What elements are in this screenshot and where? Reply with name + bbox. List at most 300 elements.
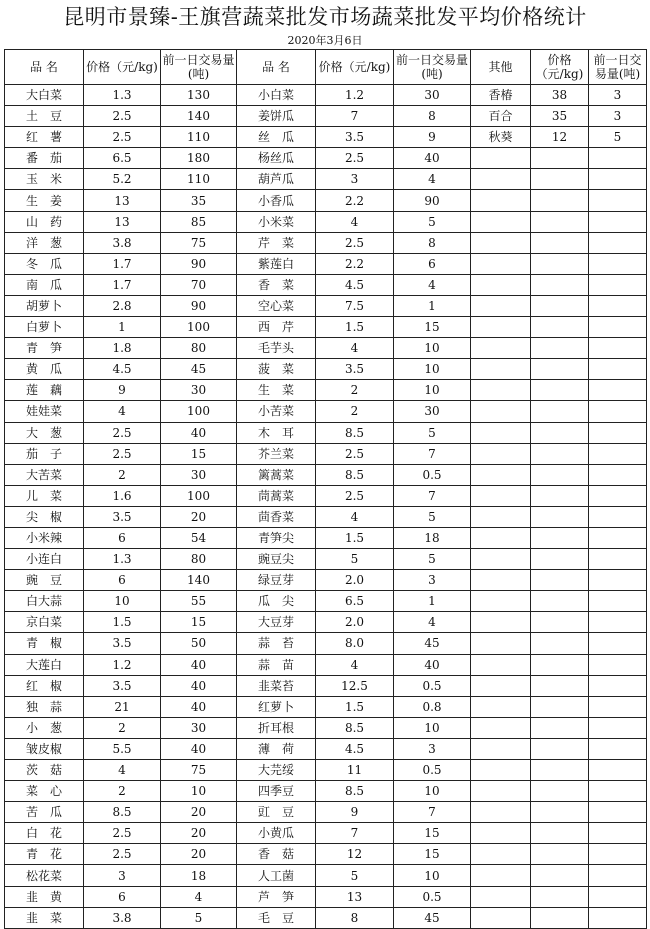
- table-row: [5, 464, 647, 485]
- price-cell: 2.5: [84, 127, 161, 148]
- volume-cell: 80: [161, 549, 237, 570]
- volume-cell: 40: [161, 654, 237, 675]
- volume-cell: 90: [161, 295, 237, 316]
- volume-cell: 140: [161, 570, 237, 591]
- table-body: [5, 85, 647, 929]
- price-cell: 1.5: [316, 696, 394, 717]
- price-cell: 4: [84, 401, 161, 422]
- table-row: [5, 591, 647, 612]
- price-cell: 9: [316, 802, 394, 823]
- item-name-cell: 芦 笋: [237, 886, 316, 907]
- item-name-cell: 紫莲白: [237, 253, 316, 274]
- item-name-cell: 南 瓜: [5, 274, 84, 295]
- table-row: [5, 717, 647, 738]
- item-name-cell: 青 笋: [5, 338, 84, 359]
- price-cell: [531, 802, 589, 823]
- item-name-cell: 豌 豆: [5, 570, 84, 591]
- price-cell: [531, 781, 589, 802]
- price-cell: 5: [316, 865, 394, 886]
- price-cell: 4.5: [316, 274, 394, 295]
- volume-cell: [589, 549, 647, 570]
- price-cell: 12: [316, 844, 394, 865]
- item-name-cell: 瓜 尖: [237, 591, 316, 612]
- item-name-cell: 毛芋头: [237, 338, 316, 359]
- item-name-cell: 小连白: [5, 549, 84, 570]
- volume-cell: [589, 338, 647, 359]
- volume-cell: 70: [161, 274, 237, 295]
- volume-cell: 5: [394, 422, 471, 443]
- volume-cell: [589, 274, 647, 295]
- price-cell: 8.0: [316, 633, 394, 654]
- table-row: [5, 506, 647, 527]
- price-cell: 5.2: [84, 169, 161, 190]
- volume-cell: 30: [161, 717, 237, 738]
- item-name-cell: [471, 675, 531, 696]
- item-name-cell: [471, 570, 531, 591]
- price-cell: [531, 696, 589, 717]
- price-cell: 2.5: [84, 844, 161, 865]
- price-cell: 5: [316, 549, 394, 570]
- table-row: [5, 148, 647, 169]
- item-name-cell: [471, 380, 531, 401]
- price-cell: 1.2: [84, 654, 161, 675]
- volume-cell: [589, 823, 647, 844]
- item-name-cell: [471, 844, 531, 865]
- price-cell: 7: [316, 106, 394, 127]
- volume-cell: 9: [394, 127, 471, 148]
- price-cell: [531, 359, 589, 380]
- price-cell: 9: [84, 380, 161, 401]
- item-name-cell: [471, 359, 531, 380]
- volume-cell: [589, 612, 647, 633]
- item-name-cell: 青笋尖: [237, 527, 316, 548]
- item-name-cell: 胡萝卜: [5, 295, 84, 316]
- price-cell: 7.5: [316, 295, 394, 316]
- item-name-cell: 蒜 苔: [237, 633, 316, 654]
- price-cell: 2: [84, 464, 161, 485]
- item-name-cell: [471, 253, 531, 274]
- volume-cell: [589, 675, 647, 696]
- volume-cell: [589, 760, 647, 781]
- price-cell: 8.5: [316, 464, 394, 485]
- price-cell: 1.3: [84, 549, 161, 570]
- page-title: 昆明市景臻-王旗营蔬菜批发市场蔬菜批发平均价格统计: [63, 5, 587, 29]
- price-cell: [531, 823, 589, 844]
- item-name-cell: 折耳根: [237, 717, 316, 738]
- table-row: [5, 886, 647, 907]
- volume-cell: [589, 401, 647, 422]
- price-cell: [531, 527, 589, 548]
- volume-cell: 1: [394, 295, 471, 316]
- item-name-cell: [471, 612, 531, 633]
- volume-cell: 100: [161, 401, 237, 422]
- volume-cell: [589, 570, 647, 591]
- price-cell: 2.2: [316, 190, 394, 211]
- table-row: [5, 85, 647, 106]
- price-cell: 2.2: [316, 253, 394, 274]
- price-cell: [531, 422, 589, 443]
- item-name-cell: [471, 317, 531, 338]
- table-row: [5, 802, 647, 823]
- item-name-cell: [471, 295, 531, 316]
- item-name-cell: 绿豆芽: [237, 570, 316, 591]
- table-row: [5, 317, 647, 338]
- table-row: [5, 359, 647, 380]
- table-row: [5, 612, 647, 633]
- volume-cell: 0.5: [394, 760, 471, 781]
- table-row: [5, 274, 647, 295]
- volume-cell: 100: [161, 317, 237, 338]
- col-header-name: 品 名: [5, 50, 84, 85]
- price-cell: 2.5: [316, 232, 394, 253]
- table-row: [5, 865, 647, 886]
- volume-cell: 40: [394, 654, 471, 675]
- price-cell: 35: [531, 106, 589, 127]
- volume-cell: 4: [394, 169, 471, 190]
- item-name-cell: [471, 823, 531, 844]
- volume-cell: [589, 317, 647, 338]
- price-cell: [531, 886, 589, 907]
- item-name-cell: 茄 子: [5, 443, 84, 464]
- volume-cell: 15: [394, 317, 471, 338]
- volume-cell: 50: [161, 633, 237, 654]
- price-cell: [531, 211, 589, 232]
- col-header-price: 价格（元/kg): [84, 50, 161, 85]
- item-name-cell: 丝 瓜: [237, 127, 316, 148]
- volume-cell: [589, 633, 647, 654]
- volume-cell: 1: [394, 591, 471, 612]
- item-name-cell: 莲 藕: [5, 380, 84, 401]
- item-name-cell: 秋葵: [471, 127, 531, 148]
- item-name-cell: 山 药: [5, 211, 84, 232]
- table-row: [5, 422, 647, 443]
- price-cell: [531, 760, 589, 781]
- price-cell: 13: [84, 190, 161, 211]
- item-name-cell: [471, 274, 531, 295]
- price-cell: 8: [316, 907, 394, 928]
- price-cell: [531, 865, 589, 886]
- item-name-cell: 姜饼瓜: [237, 106, 316, 127]
- table-row: [5, 907, 647, 928]
- price-cell: [531, 570, 589, 591]
- volume-cell: 6: [394, 253, 471, 274]
- volume-cell: [589, 696, 647, 717]
- item-name-cell: [471, 338, 531, 359]
- volume-cell: [589, 654, 647, 675]
- price-cell: 2.5: [84, 443, 161, 464]
- price-cell: 21: [84, 696, 161, 717]
- volume-cell: [589, 464, 647, 485]
- volume-cell: 40: [161, 696, 237, 717]
- volume-cell: 18: [161, 865, 237, 886]
- volume-cell: [589, 295, 647, 316]
- price-cell: [531, 549, 589, 570]
- volume-cell: 10: [394, 865, 471, 886]
- volume-cell: 4: [394, 612, 471, 633]
- price-cell: 8.5: [316, 781, 394, 802]
- price-cell: 6: [84, 886, 161, 907]
- item-name-cell: 皱皮椒: [5, 738, 84, 759]
- table-row: [5, 696, 647, 717]
- volume-cell: [589, 907, 647, 928]
- volume-cell: 7: [394, 443, 471, 464]
- item-name-cell: 白 花: [5, 823, 84, 844]
- price-cell: 2: [316, 401, 394, 422]
- col-header-price: 价格（元/kg): [531, 50, 589, 85]
- item-name-cell: [471, 781, 531, 802]
- volume-cell: 40: [161, 675, 237, 696]
- volume-cell: 0.5: [394, 675, 471, 696]
- price-cell: [531, 844, 589, 865]
- item-name-cell: 西 芹: [237, 317, 316, 338]
- item-name-cell: [471, 232, 531, 253]
- item-name-cell: 菠 菜: [237, 359, 316, 380]
- table-row: [5, 549, 647, 570]
- price-cell: 4: [316, 211, 394, 232]
- price-cell: 4: [84, 760, 161, 781]
- volume-cell: [589, 506, 647, 527]
- volume-cell: [589, 802, 647, 823]
- table-row: [5, 190, 647, 211]
- volume-cell: [589, 422, 647, 443]
- price-cell: [531, 675, 589, 696]
- item-name-cell: 人工菌: [237, 865, 316, 886]
- volume-cell: 3: [589, 85, 647, 106]
- item-name-cell: 木 耳: [237, 422, 316, 443]
- item-name-cell: [471, 654, 531, 675]
- price-cell: [531, 232, 589, 253]
- item-name-cell: 豌豆尖: [237, 549, 316, 570]
- price-cell: [531, 738, 589, 759]
- item-name-cell: [471, 148, 531, 169]
- volume-cell: 7: [394, 485, 471, 506]
- volume-cell: 75: [161, 760, 237, 781]
- item-name-cell: 小苦菜: [237, 401, 316, 422]
- price-cell: 2.0: [316, 570, 394, 591]
- item-name-cell: 香 菇: [237, 844, 316, 865]
- volume-cell: 75: [161, 232, 237, 253]
- volume-cell: 45: [394, 907, 471, 928]
- volume-cell: 20: [161, 823, 237, 844]
- price-cell: 1.8: [84, 338, 161, 359]
- volume-cell: 110: [161, 169, 237, 190]
- price-cell: 2.5: [316, 443, 394, 464]
- volume-cell: 20: [161, 844, 237, 865]
- item-name-cell: 玉 米: [5, 169, 84, 190]
- col-header-volume: 前一日交易量(吨): [161, 50, 237, 85]
- volume-cell: [589, 380, 647, 401]
- price-cell: 3.5: [84, 633, 161, 654]
- volume-cell: 7: [394, 802, 471, 823]
- price-cell: [531, 443, 589, 464]
- price-cell: 1.5: [316, 527, 394, 548]
- price-cell: 12.5: [316, 675, 394, 696]
- item-name-cell: [471, 760, 531, 781]
- price-cell: [531, 612, 589, 633]
- table-row: [5, 338, 647, 359]
- table-row: [5, 380, 647, 401]
- price-cell: 4: [316, 338, 394, 359]
- item-name-cell: [471, 169, 531, 190]
- volume-cell: 30: [394, 401, 471, 422]
- volume-cell: 35: [161, 190, 237, 211]
- volume-cell: 180: [161, 148, 237, 169]
- price-cell: 1.5: [84, 612, 161, 633]
- item-name-cell: 韭 菜: [5, 907, 84, 928]
- volume-cell: [589, 253, 647, 274]
- volume-cell: [589, 591, 647, 612]
- volume-cell: 0.5: [394, 464, 471, 485]
- price-cell: [531, 295, 589, 316]
- item-name-cell: [471, 549, 531, 570]
- item-name-cell: 香 菜: [237, 274, 316, 295]
- col-header-volume: 前一日交易量(吨): [589, 50, 647, 85]
- volume-cell: 15: [161, 443, 237, 464]
- item-name-cell: 红 椒: [5, 675, 84, 696]
- volume-cell: [589, 717, 647, 738]
- price-cell: 1.5: [316, 317, 394, 338]
- item-name-cell: [471, 591, 531, 612]
- item-name-cell: 红萝卜: [237, 696, 316, 717]
- item-name-cell: 生 菜: [237, 380, 316, 401]
- price-cell: 1.7: [84, 274, 161, 295]
- volume-cell: 15: [394, 823, 471, 844]
- price-cell: 1.3: [84, 85, 161, 106]
- volume-cell: 5: [394, 211, 471, 232]
- volume-cell: 140: [161, 106, 237, 127]
- volume-cell: 55: [161, 591, 237, 612]
- item-name-cell: 白大蒜: [5, 591, 84, 612]
- volume-cell: 8: [394, 106, 471, 127]
- item-name-cell: 娃娃菜: [5, 401, 84, 422]
- price-cell: 3: [316, 169, 394, 190]
- price-cell: [531, 169, 589, 190]
- volume-cell: [589, 781, 647, 802]
- volume-cell: [589, 169, 647, 190]
- price-cell: [531, 633, 589, 654]
- item-name-cell: 菜 心: [5, 781, 84, 802]
- table-row: [5, 127, 647, 148]
- price-cell: 5.5: [84, 738, 161, 759]
- price-cell: 4.5: [316, 738, 394, 759]
- item-name-cell: 韭 黄: [5, 886, 84, 907]
- table-row: [5, 527, 647, 548]
- item-name-cell: 黄 瓜: [5, 359, 84, 380]
- table-row: [5, 443, 647, 464]
- price-cell: 4: [316, 654, 394, 675]
- volume-cell: 90: [394, 190, 471, 211]
- volume-cell: 0.8: [394, 696, 471, 717]
- price-cell: 11: [316, 760, 394, 781]
- price-cell: 8.5: [84, 802, 161, 823]
- item-name-cell: 苦 瓜: [5, 802, 84, 823]
- volume-cell: 5: [394, 549, 471, 570]
- price-cell: 7: [316, 823, 394, 844]
- col-header-name: 品 名: [237, 50, 316, 85]
- item-name-cell: 毛 豆: [237, 907, 316, 928]
- table-row: [5, 633, 647, 654]
- table-row: [5, 823, 647, 844]
- header-row: [5, 50, 647, 85]
- item-name-cell: 韭菜苔: [237, 675, 316, 696]
- col-header-other: 其他: [471, 50, 531, 85]
- volume-cell: 5: [589, 127, 647, 148]
- price-cell: 3.5: [316, 127, 394, 148]
- item-name-cell: 土 豆: [5, 106, 84, 127]
- volume-cell: [589, 443, 647, 464]
- volume-cell: 85: [161, 211, 237, 232]
- volume-cell: [589, 190, 647, 211]
- volume-cell: 54: [161, 527, 237, 548]
- item-name-cell: 芥兰菜: [237, 443, 316, 464]
- volume-cell: 10: [161, 781, 237, 802]
- item-name-cell: 大莲白: [5, 654, 84, 675]
- col-header-volume: 前一日交易量(吨): [394, 50, 471, 85]
- item-name-cell: [471, 401, 531, 422]
- item-name-cell: 大白菜: [5, 85, 84, 106]
- table-row: [5, 253, 647, 274]
- table-row: [5, 675, 647, 696]
- table-row: [5, 654, 647, 675]
- volume-cell: 20: [161, 802, 237, 823]
- price-cell: [531, 148, 589, 169]
- price-cell: 12: [531, 127, 589, 148]
- price-table: [4, 49, 647, 929]
- price-cell: 2.5: [84, 823, 161, 844]
- price-cell: 6.5: [84, 148, 161, 169]
- item-name-cell: 小 葱: [5, 717, 84, 738]
- price-cell: 3.8: [84, 907, 161, 928]
- price-cell: 10: [84, 591, 161, 612]
- volume-cell: 5: [394, 506, 471, 527]
- price-cell: 3: [84, 865, 161, 886]
- price-cell: 1.2: [316, 85, 394, 106]
- item-name-cell: 豇 豆: [237, 802, 316, 823]
- price-cell: 1.7: [84, 253, 161, 274]
- item-name-cell: 小香瓜: [237, 190, 316, 211]
- volume-cell: 0.5: [394, 886, 471, 907]
- price-cell: [531, 907, 589, 928]
- volume-cell: 30: [161, 380, 237, 401]
- table-row: [5, 485, 647, 506]
- price-cell: 2: [84, 717, 161, 738]
- item-name-cell: 小米菜: [237, 211, 316, 232]
- price-cell: 13: [316, 886, 394, 907]
- volume-cell: 100: [161, 485, 237, 506]
- price-cell: 2.5: [84, 106, 161, 127]
- item-name-cell: 儿 菜: [5, 485, 84, 506]
- item-name-cell: 杨丝瓜: [237, 148, 316, 169]
- volume-cell: 80: [161, 338, 237, 359]
- item-name-cell: 生 姜: [5, 190, 84, 211]
- price-cell: [531, 506, 589, 527]
- item-name-cell: 青 椒: [5, 633, 84, 654]
- price-cell: [531, 274, 589, 295]
- item-name-cell: 芹 菜: [237, 232, 316, 253]
- volume-cell: 4: [394, 274, 471, 295]
- volume-cell: [589, 527, 647, 548]
- item-name-cell: [471, 717, 531, 738]
- item-name-cell: [471, 696, 531, 717]
- price-cell: 6: [84, 527, 161, 548]
- price-cell: [531, 317, 589, 338]
- volume-cell: [589, 485, 647, 506]
- item-name-cell: [471, 802, 531, 823]
- item-name-cell: 大苦菜: [5, 464, 84, 485]
- col-header-price: 价格（元/kg): [316, 50, 394, 85]
- table-row: [5, 295, 647, 316]
- price-cell: 3.5: [84, 675, 161, 696]
